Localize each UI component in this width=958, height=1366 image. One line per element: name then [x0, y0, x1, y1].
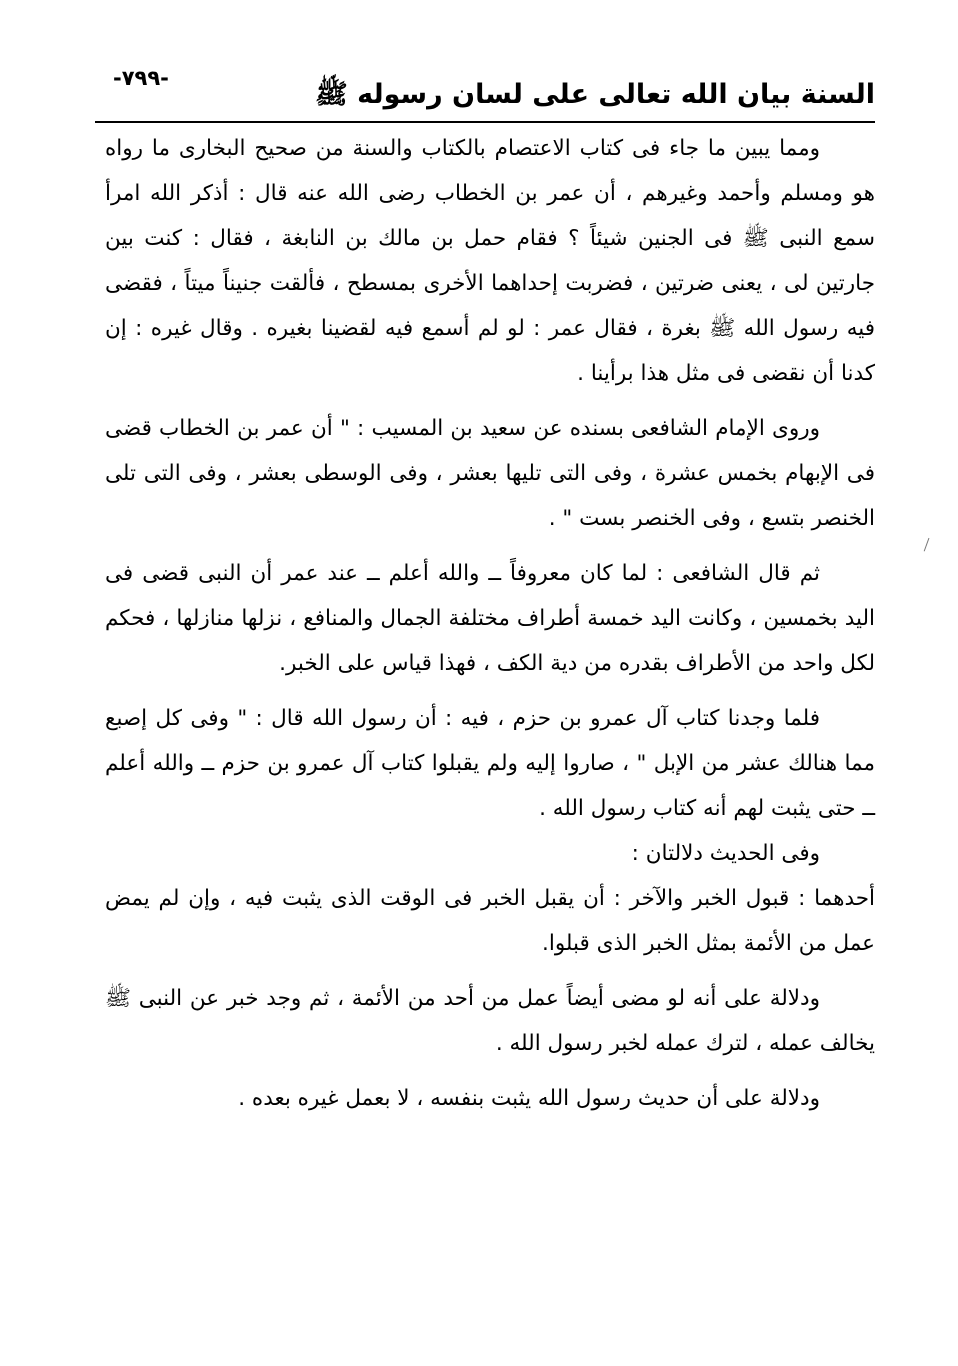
paragraph-8: ودلالة على أن حديث رسول الله يثبت بنفسه ، لا بعمل غيره بعده . [238, 1086, 820, 1111]
page-number: -٧٩٩- [113, 66, 169, 90]
running-title: السنة بيان الله تعالى على لسان رسوله ﷺ [315, 79, 875, 110]
paragraph-6: أحدهما : قبول الخبر والآخر : أن يقبل الخبر فى الوقت الذى يثبت فيه ، وإن لم يمض عمل من الأئمة بمثل الخبر الذى قبلوا. [105, 886, 875, 956]
paragraph-7: ودلالة على أنه لو مضى أيضاً عمل من أحد من الأئمة ، ثم وجد خبر عن النبى ﷺ يخالف عمله ، لترك عمله لخبر رسول الله . [105, 986, 875, 1056]
paragraph-2: وروى الإمام الشافعى بسنده عن سعيد بن المسيب : " أن عمر بن الخطاب قضى فى الإبهام بخمس عشرة ، وفى التى تليها بعشر ، وفى الوسطى بعشر ، وفى التى تلى الخنصر بتسع ، وفى الخنصر بست " . [105, 416, 875, 531]
paragraph-4: فلما وجدنا كتاب آل عمرو بن حزم ، فيه : أن رسول الله قال : " وفى كل إصبع مما هنالك عشر من الإبل " ، صاروا إليه ولم يقبلوا كتاب آل عمرو بن حزم ــ والله أعلم ــ حتى يثبت لهم أنه كتاب رسول الله . [105, 706, 875, 821]
paragraph-5: وفى الحديث دلالتان : [631, 841, 820, 866]
paragraph-1: ومما يبين ما جاء فى كتاب الاعتصام بالكتاب والسنة من صحيح البخارى ما رواه هو ومسلم وأحمد وغيرهم ، أن عمر بن الخطاب رضى الله عنه قال : أذكر الله امرأ سمع النبى ﷺ فى الجنين شيئاً ؟ فقام حمل بن مالك بن النابغة ، فقال : كنت بين جارتين لى ، يعنى ضرتين ، فضربت إحداهما الأخرى بمسطح ، فألقت جنيناً ميتاً ، فقضى فيه رسول الله ﷺ بغرة ، فقال عمر : لو لم أسمع فيه لقضينا بغيره . وقال غيره : إن كدنا أن نقضى فى مثل هذا برأينا . [105, 136, 875, 386]
paragraph-3: ثم قال الشافعى : لما كان معروفاً ــ والله أعلم ــ عند عمر أن النبى قضى فى اليد بخمسين ، وكانت اليد خمسة أطراف مختلفة الجمال والمنافع ، نزلها منازلها ، فحكم لكل واحد من الأطراف بقدره من دية الكف ، فهذا قياس على الخبر. [105, 561, 875, 676]
page-header [95, 64, 875, 116]
body-text [105, 126, 875, 1121]
header-divider [95, 121, 875, 123]
margin-mark [924, 538, 932, 552]
